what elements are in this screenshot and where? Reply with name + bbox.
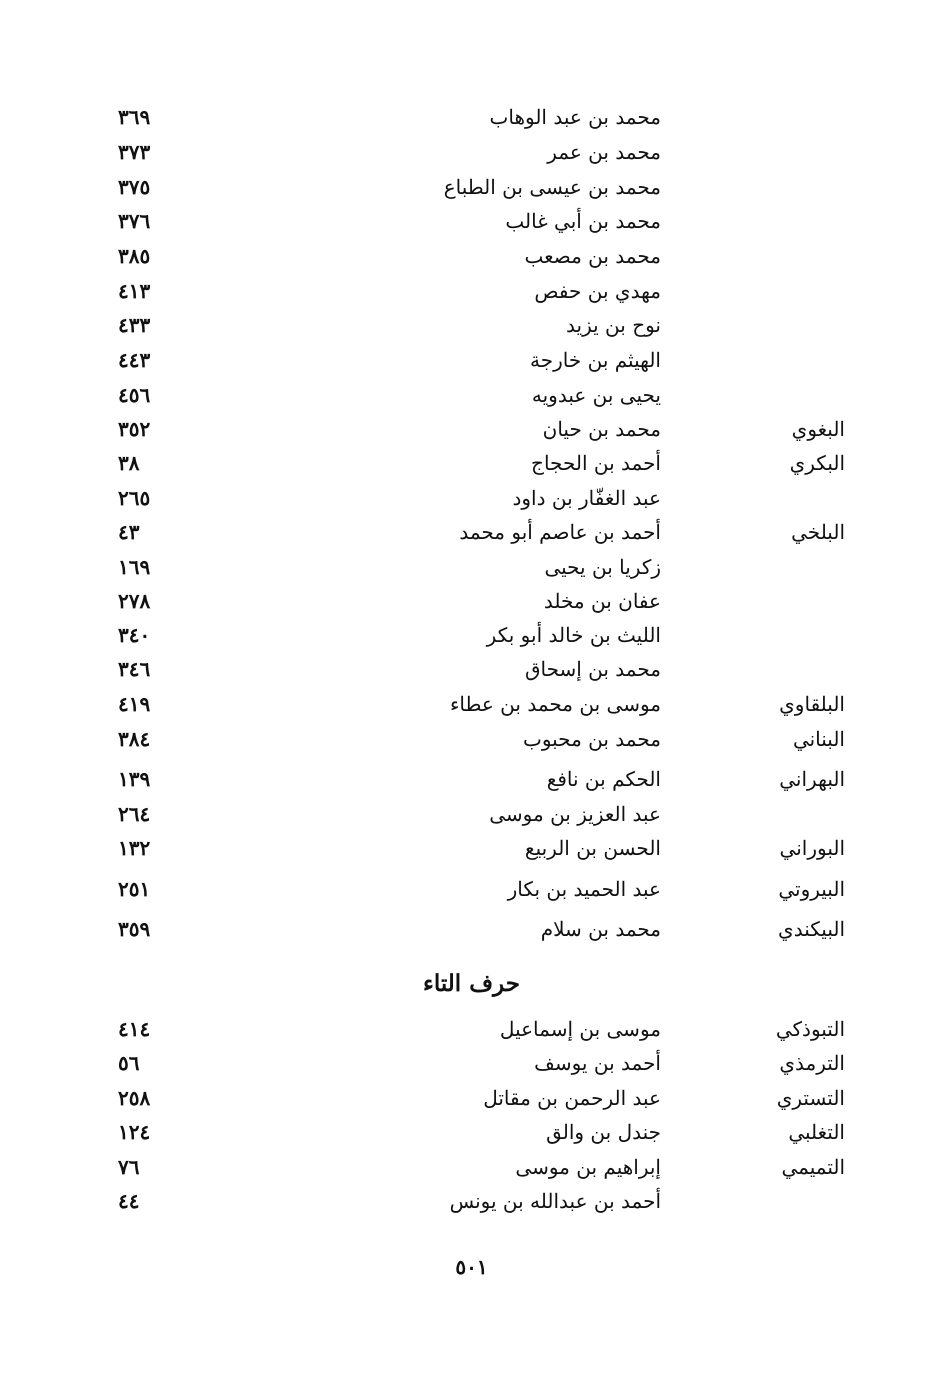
- index-entry-row: [0, 872, 943, 906]
- narrator-name: إبراهيم بن موسى: [515, 1155, 661, 1179]
- index-entry-row: [0, 100, 943, 134]
- narrator-name: أحمد بن يوسف: [534, 1051, 661, 1075]
- page-reference: ٤٤: [118, 1189, 140, 1213]
- narrator-name: أحمد بن عبدالله بن يونس: [449, 1189, 661, 1213]
- page-reference: ٤٣: [118, 520, 140, 544]
- index-entry-row: [0, 1081, 943, 1115]
- index-entry-row: [0, 550, 943, 584]
- nisba-label: التبوذكي: [775, 1017, 845, 1041]
- narrator-name: زكريا بن يحيى: [544, 555, 661, 579]
- page-reference: ٤٤٣: [118, 348, 151, 372]
- narrator-name: عبد الرحمن بن مقاتل: [483, 1086, 661, 1110]
- page-reference: ٢٥١: [118, 877, 151, 901]
- page-reference: ٤١٩: [118, 692, 151, 716]
- index-entry-row: [0, 797, 943, 831]
- narrator-name: عبد الغفّار بن داود: [512, 486, 661, 510]
- page-reference: ٣٥٢: [118, 417, 151, 441]
- index-entry-row: [0, 831, 943, 865]
- page-reference: ٣٧٥: [118, 175, 151, 199]
- nisba-label: البوراني: [779, 836, 845, 860]
- narrator-name: نوح بن يزيد: [566, 313, 661, 337]
- page-reference: ٢٦٥: [118, 486, 151, 510]
- index-entry-row: [0, 481, 943, 515]
- narrator-name: محمد بن إسحاق: [524, 657, 661, 681]
- index-entry-row: [0, 762, 943, 796]
- narrator-name: عبد العزيز بن موسى: [489, 802, 661, 826]
- page-reference: ٣٨٤: [118, 727, 151, 751]
- index-entry-row: [0, 204, 943, 238]
- narrator-name: أحمد بن الحجاج: [531, 451, 661, 475]
- page-reference: ٤١٤: [118, 1017, 151, 1041]
- nisba-label: البهراني: [779, 767, 845, 791]
- index-entry-row: [0, 239, 943, 273]
- nisba-label: البيكندي: [778, 917, 845, 941]
- index-entry-row: [0, 1184, 943, 1218]
- page-reference: ٣٤٠: [118, 623, 151, 647]
- nisba-label: البكري: [789, 451, 845, 475]
- narrator-name: أحمد بن عاصم أبو محمد: [459, 520, 661, 544]
- nisba-label: البلخي: [791, 520, 845, 544]
- nisba-label: التميمي: [781, 1155, 845, 1179]
- nisba-label: التستري: [776, 1086, 845, 1110]
- page-reference: ٣٥٩: [118, 917, 151, 941]
- index-entry-row: [0, 170, 943, 204]
- narrator-name: عبد الحميد بن بكار: [507, 877, 661, 901]
- narrator-name: محمد بن سلام: [540, 917, 661, 941]
- index-entry-row: [0, 618, 943, 652]
- narrator-name: الليث بن خالد أبو بكر: [486, 623, 661, 647]
- narrator-name: محمد بن عمر: [547, 140, 661, 164]
- index-entry-row: [0, 1115, 943, 1149]
- narrator-name: الحكم بن نافع: [546, 767, 661, 791]
- nisba-label: البناني: [792, 727, 845, 751]
- page-reference: ٢٧٨: [118, 589, 151, 613]
- index-entry-row: [0, 912, 943, 946]
- narrator-name: يحيى بن عبدويه: [531, 383, 661, 407]
- nisba-label: البغوي: [791, 417, 845, 441]
- narrator-name: الهيثم بن خارجة: [530, 348, 661, 372]
- page-reference: ٢٥٨: [118, 1086, 151, 1110]
- narrator-name: الحسن بن الربيع: [524, 836, 661, 860]
- index-entry-row: [0, 1012, 943, 1046]
- page-reference: ٧٦: [118, 1155, 140, 1179]
- nisba-label: البلقاوي: [779, 692, 845, 716]
- page-reference: ٤٥٦: [118, 383, 151, 407]
- index-entry-row: [0, 1150, 943, 1184]
- narrator-name: محمد بن مصعب: [524, 244, 661, 268]
- nisba-label: الترمذي: [779, 1051, 845, 1075]
- narrator-name: جندل بن والق: [546, 1120, 661, 1144]
- page-number: ٥٠١: [455, 1255, 488, 1279]
- page-reference: ١٣٢: [118, 836, 151, 860]
- narrator-name: محمد بن أبي غالب: [505, 209, 661, 233]
- page-reference: ١٣٩: [118, 767, 151, 791]
- index-entry-row: [0, 446, 943, 480]
- section-heading: حرف التاء: [423, 970, 520, 997]
- narrator-name: محمد بن حيان: [542, 417, 661, 441]
- page-reference: ٤٣٣: [118, 313, 151, 337]
- index-entry-row: [0, 722, 943, 756]
- page-reference: ٢٦٤: [118, 802, 151, 826]
- index-entry-row: [0, 343, 943, 377]
- narrator-name: موسى بن إسماعيل: [499, 1017, 661, 1041]
- index-entry-row: [0, 412, 943, 446]
- narrator-name: محمد بن عبد الوهاب: [489, 105, 661, 129]
- page-reference: ٣٧٣: [118, 140, 151, 164]
- index-entry-row: [0, 135, 943, 169]
- narrator-name: موسى بن محمد بن عطاء: [449, 692, 661, 716]
- index-entry-row: [0, 687, 943, 721]
- narrator-name: مهدي بن حفص: [534, 279, 661, 303]
- nisba-label: التغلبي: [788, 1120, 845, 1144]
- index-entry-row: [0, 378, 943, 412]
- index-entry-row: [0, 274, 943, 308]
- index-entry-row: [0, 308, 943, 342]
- index-entry-row: [0, 584, 943, 618]
- page-reference: ٣٨٥: [118, 244, 151, 268]
- index-entry-row: [0, 515, 943, 549]
- index-entry-row: [0, 1046, 943, 1080]
- page-reference: ٤١٣: [118, 279, 151, 303]
- narrator-name: عفان بن مخلد: [543, 589, 661, 613]
- page-reference: ٣٧٦: [118, 209, 151, 233]
- page-reference: ٥٦: [118, 1051, 140, 1075]
- narrator-name: محمد بن محبوب: [522, 727, 661, 751]
- nisba-label: البيروتي: [778, 877, 845, 901]
- page-reference: ٣٨: [118, 451, 140, 475]
- page-reference: ١٦٩: [118, 555, 151, 579]
- page-reference: ٣٦٩: [118, 105, 151, 129]
- index-entry-row: [0, 652, 943, 686]
- page-reference: ١٢٤: [118, 1120, 151, 1144]
- narrator-name: محمد بن عيسى بن الطباع: [443, 175, 661, 199]
- page-reference: ٣٤٦: [118, 657, 151, 681]
